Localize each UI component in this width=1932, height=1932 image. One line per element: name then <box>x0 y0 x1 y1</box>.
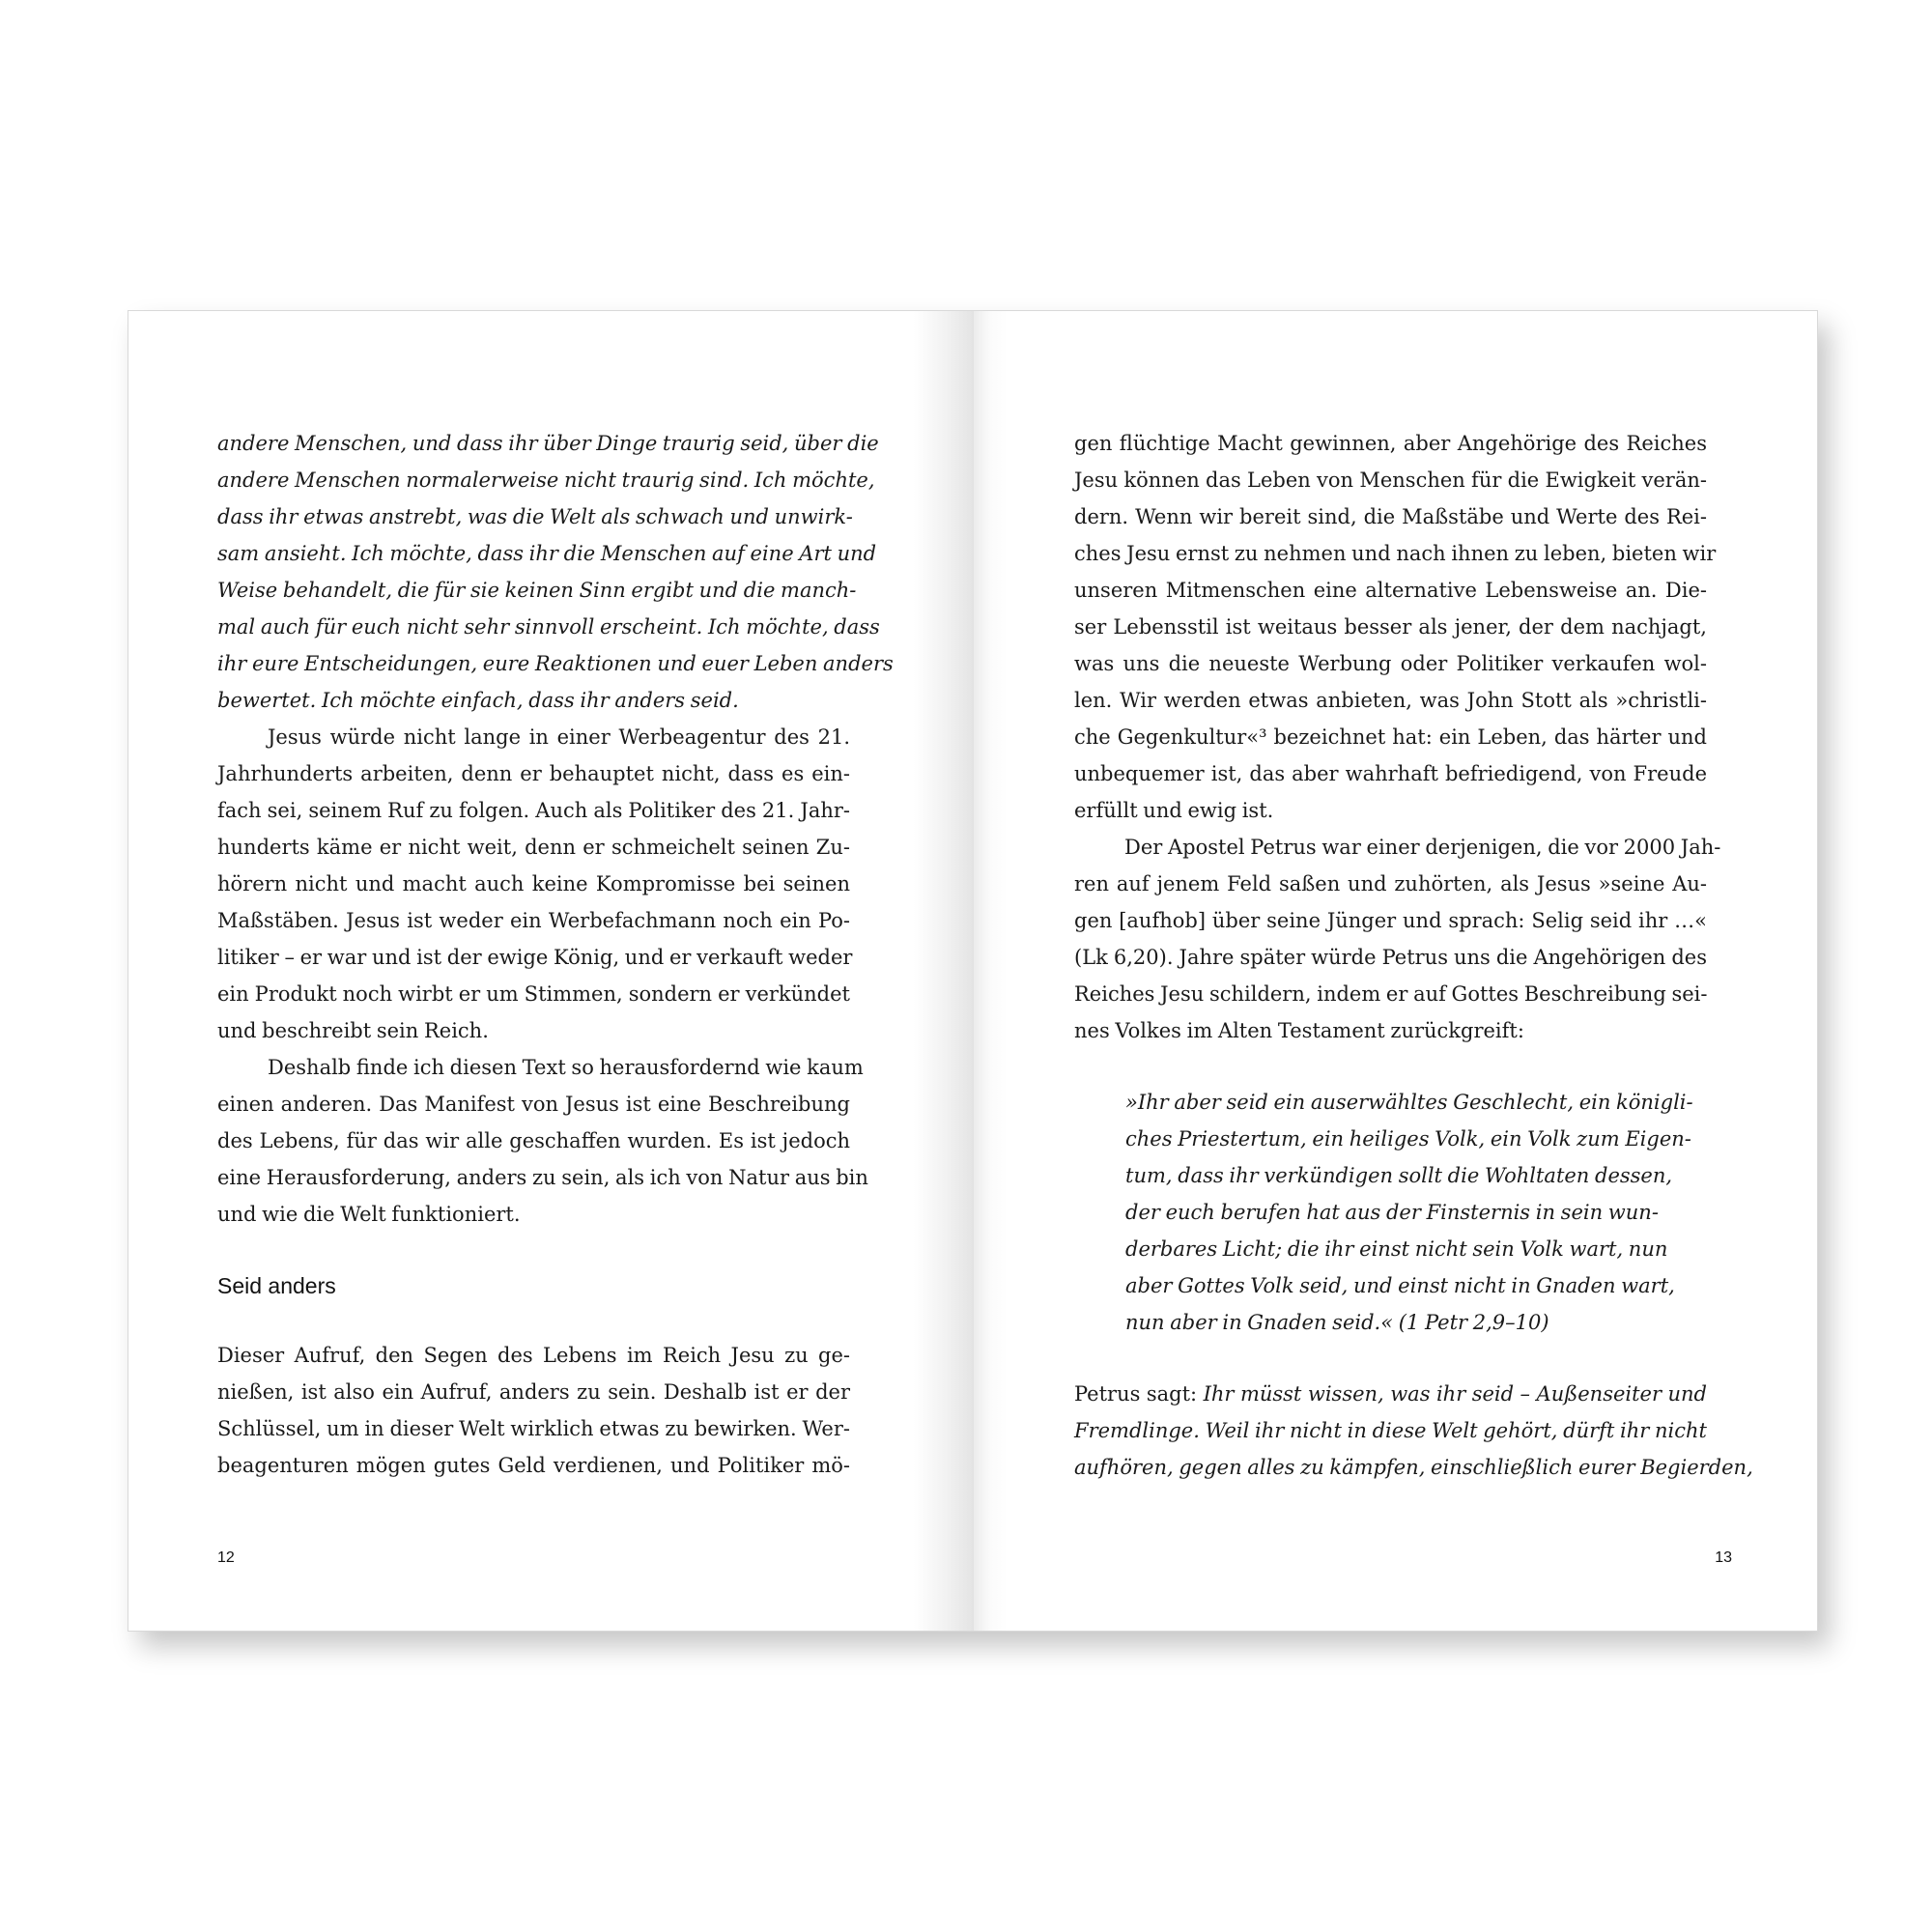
text-line: eine Herausforderung, anders zu sein, als ich von Natur aus bin <box>217 1166 868 1189</box>
text-line: (Lk 6,20). Jahre später würde Petrus uns die Angehörigen des <box>1074 946 1707 969</box>
text-line: hörern nicht und macht auch keine Kompromisse bei seinen <box>217 872 850 895</box>
text-line: der euch berufen hat aus der Finsternis in sein wun- <box>1125 1201 1659 1224</box>
text-line: Fremdlinge. Weil ihr nicht in diese Welt gehört, dürft ihr nicht <box>1074 1419 1707 1442</box>
text-line: ches Jesu ernst zu nehmen und nach ihnen zu leben, bieten wir <box>1074 542 1717 565</box>
paragraph <box>1074 829 1721 1049</box>
text-line: was uns die neueste Werbung oder Politiker verkaufen wol- <box>1074 652 1707 675</box>
text-line: Jesus würde nicht lange in einer Werbeagentur des 21. <box>268 725 850 749</box>
text-line: aufhören, gegen alles zu kämpfen, einschließlich eurer Begierden, <box>1074 1456 1753 1479</box>
text-line: nießen, ist also ein Aufruf, anders zu sein. Deshalb ist er der <box>217 1380 850 1404</box>
text-line: aber Gottes Volk seid, und einst nicht in Gnaden wart, <box>1125 1274 1675 1297</box>
text-line: dass ihr etwas anstrebt, was die Welt als schwach und unwirk- <box>217 505 853 528</box>
text-line: des Lebens, für das wir alle geschaffen wurden. Es ist jedoch <box>217 1129 850 1152</box>
text-line: nun aber in Gnaden seid.« (1 Petr 2,9–10) <box>1125 1311 1549 1334</box>
text-line: ren auf jenem Feld saßen und zuhörten, als Jesus »seine Au- <box>1074 872 1707 895</box>
text-line: andere Menschen normalerweise nicht traurig sind. Ich möchte, <box>217 469 875 492</box>
text-line: Jesu können das Leben von Menschen für die Ewigkeit verän- <box>1074 469 1707 492</box>
text-line: Jahrhunderts arbeiten, denn er behauptet nicht, dass es ein- <box>217 762 850 785</box>
text-line: Weise behandelt, die für sie keinen Sinn ergibt und die manch- <box>217 579 857 602</box>
text-line: »Ihr aber seid ein auserwähltes Geschlecht, ein königli- <box>1125 1091 1693 1114</box>
left-page <box>128 311 973 1631</box>
text-line: ihr eure Entscheidungen, eure Reaktionen und euer Leben anders <box>217 652 894 675</box>
text-line: nes Volkes im Alten Testament zurückgreift: <box>1074 1019 1524 1042</box>
text-line: Der Apostel Petrus war einer derjenigen, die vor 2000 Jah- <box>1124 836 1721 859</box>
text-line: unseren Mitmenschen eine alternative Lebensweise an. Die- <box>1074 579 1707 602</box>
text-line: einen anderen. Das Manifest von Jesus ist eine Beschreibung <box>217 1093 850 1116</box>
text-line: andere Menschen, und dass ihr über Dinge traurig seid, über die <box>217 432 879 455</box>
text-line: unbequemer ist, das aber wahrhaft befriedigend, von Freude <box>1074 762 1707 785</box>
paragraph <box>217 719 853 1049</box>
text-line: Dieser Aufruf, den Segen des Lebens im Reich Jesu zu ge- <box>217 1344 850 1367</box>
text-line: erfüllt und ewig ist. <box>1074 799 1274 822</box>
book-spread <box>128 310 1818 1632</box>
text-line: Schlüssel, um in dieser Welt wirklich etwas zu bewirken. Wer- <box>217 1417 850 1440</box>
text-line: bewertet. Ich möchte einfach, dass ihr anders seid. <box>217 689 739 712</box>
text-line: Maßstäben. Jesus ist weder ein Werbefachmann noch ein Po- <box>217 909 850 932</box>
text-line <box>1074 1376 1707 1412</box>
speaker-prefix: Petrus sagt: <box>1074 1382 1204 1406</box>
right-page <box>973 311 1817 1631</box>
text-line: len. Wir werden etwas anbieten, was John Stott als »christli- <box>1074 689 1707 712</box>
text-line: Deshalb finde ich diesen Text so herausfordernd wie kaum <box>268 1056 864 1079</box>
text-line: mal auch für euch nicht sehr sinnvoll erscheint. Ich möchte, dass <box>217 615 880 639</box>
text-line: und beschreibt sein Reich. <box>217 1019 489 1042</box>
text-line: sam ansieht. Ich möchte, dass ihr die Menschen auf eine Art und <box>217 542 877 565</box>
text-line: ein Produkt noch wirbt er um Stimmen, sondern er verkündet <box>217 982 850 1006</box>
text-line: hunderts käme er nicht weit, denn er schmeichelt seinen Zu- <box>217 836 850 859</box>
text-line: che Gegenkultur«³ bezeichnet hat: ein Leben, das härter und <box>1074 725 1707 749</box>
block-quote <box>1074 1084 1693 1341</box>
text-line: tum, dass ihr verkündigen sollt die Wohltaten dessen, <box>1125 1164 1673 1187</box>
right-page-text <box>1074 425 1753 1486</box>
text-line: gen flüchtige Macht gewinnen, aber Angehörige des Reiches <box>1074 432 1707 455</box>
page-number: 12 <box>217 1549 235 1566</box>
text-line: fach sei, seinem Ruf zu folgen. Auch als Politiker des 21. Jahr- <box>217 799 850 822</box>
text-line: ser Lebensstil ist weitaus besser als jener, der dem nachjagt, <box>1074 615 1707 639</box>
paragraph <box>1074 425 1717 829</box>
paragraph <box>217 1049 868 1233</box>
left-page-text <box>217 425 894 1484</box>
page-number: 13 <box>1715 1549 1732 1566</box>
text-line: Reiches Jesu schildern, indem er auf Gottes Beschreibung sei- <box>1074 982 1708 1006</box>
quote-continuation <box>217 425 894 719</box>
text-line: derbares Licht; die ihr einst nicht sein Volk wart, nun <box>1125 1237 1668 1261</box>
text-line: dern. Wenn wir bereit sind, die Maßstäbe und Werte des Rei- <box>1074 505 1707 528</box>
emphasis-text: Ihr müsst wissen, was ihr seid – Außenseiter und <box>1203 1382 1707 1406</box>
paragraph <box>1074 1376 1753 1486</box>
text-line: ches Priestertum, ein heiliges Volk, ein Volk zum Eigen- <box>1125 1127 1691 1151</box>
text-line: und wie die Welt funktioniert. <box>217 1203 521 1226</box>
text-line: litiker – er war und ist der ewige König, und er verkauft weder <box>217 946 853 969</box>
text-line: beagenturen mögen gutes Geld verdienen, und Politiker mö- <box>217 1454 850 1477</box>
text-line: gen [aufhob] über seine Jünger und sprach: Selig seid ihr …« <box>1074 909 1707 932</box>
paragraph <box>217 1337 850 1484</box>
section-heading: Seid anders <box>217 1273 336 1298</box>
